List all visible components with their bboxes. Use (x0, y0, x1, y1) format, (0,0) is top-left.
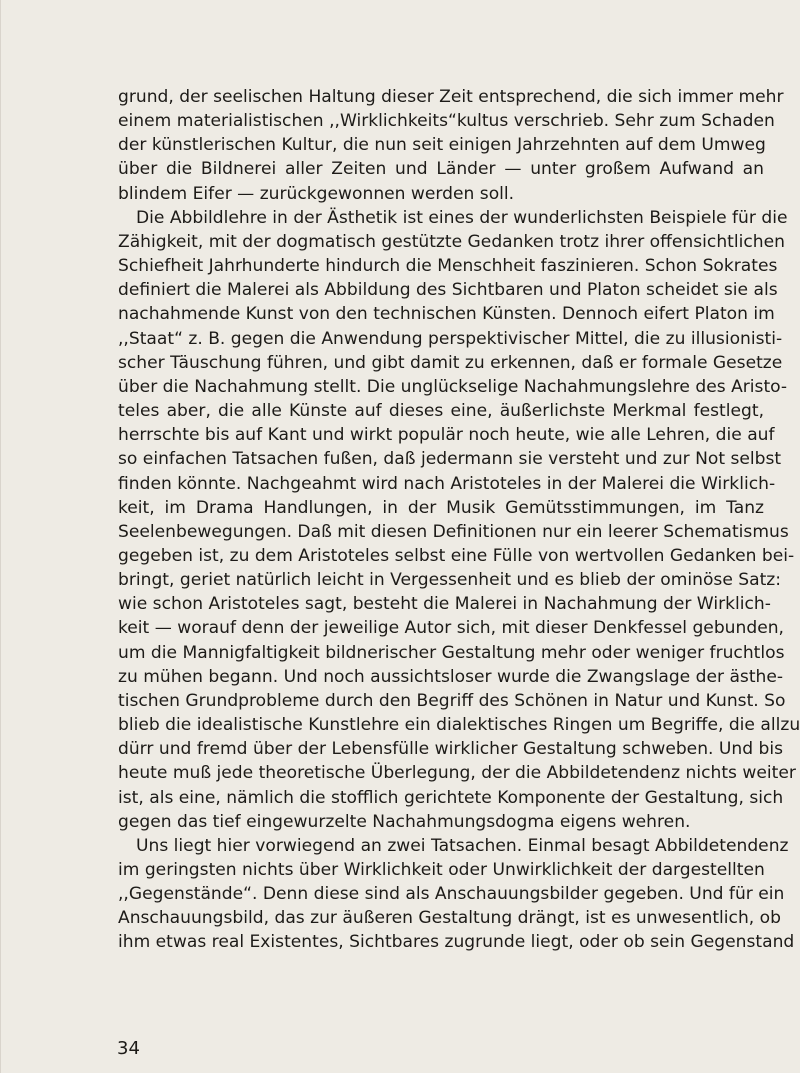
text-line: der künstlerischen Kultur, die nun seit einigen Jahrzehnten auf dem Umweg (118, 135, 766, 156)
text-line: nachahmende Kunst von den technischen Künsten. Dennoch eifert Platon im (118, 304, 775, 325)
text-line: tischen Grundprobleme durch den Begriff des Schönen in Natur und Kunst. So (118, 690, 786, 711)
text-line: finden könnte. Nachgeahmt wird nach Aristoteles in der Malerei die Wirklich- (118, 473, 776, 494)
text-line: zu mühen begann. Und noch aussichtsloser wurde die Zwangslage der ästhe- (118, 666, 784, 687)
page-number: 34 (117, 1038, 140, 1059)
text-line: über die Bildnerei aller Zeiten und Länder — unter großem Aufwand an (118, 159, 764, 180)
paragraph-start-line: Uns liegt hier vorwiegend an zwei Tatsachen. Einmal besagt Abbildetendenz (136, 835, 789, 856)
text-line: so einfachen Tatsachen fußen, daß jedermann sie versteht und zur Not selbst (118, 449, 782, 470)
text-line: heute muß jede theoretische Überlegung, der die Abbildetendenz nichts weiter (118, 763, 796, 784)
text-line: Seelenbewegungen. Daß mit diesen Definitionen nur ein leerer Schematismus (118, 521, 789, 542)
text-line: bringt, geriet natürlich leicht in Vergessenheit und es blieb der ominöse Satz: (118, 570, 782, 591)
paragraph-end-line: gegen das tief eingewurzelte Nachahmungsdogma eigens wehren. (118, 811, 691, 832)
paragraph-end-line: blindem Eifer — zurückgewonnen werden soll. (118, 183, 515, 204)
text-line: im geringsten nichts über Wirklichkeit oder Unwirklichkeit der dargestellten (118, 860, 765, 880)
text-line: ist, als eine, nämlich die stofflich gerichtete Komponente der Gestaltung, sich (118, 787, 784, 808)
text-line: ihm etwas real Existentes, Sichtbares zugrunde liegt, oder ob sein Gegenstand (118, 932, 795, 953)
text-line: wie schon Aristoteles sagt, besteht die Malerei in Nachahmung der Wirklich- (118, 594, 771, 615)
text-line: über die Nachahmung stellt. Die unglückselige Nachahmungslehre des Aristo- (118, 376, 788, 397)
text-line: gegeben ist, zu dem Aristoteles selbst eine Fülle von wertvollen Gedanken bei- (118, 545, 795, 566)
text-line: scher Täuschung führen, und gibt damit zu erkennen, daß er formale Gesetze (118, 352, 783, 373)
text-line: herrschte bis auf Kant und wirkt populär noch heute, wie alle Lehren, die auf (118, 425, 775, 446)
text-line: definiert die Malerei als Abbildung des Sichtbaren und Platon scheidet sie als (118, 280, 778, 301)
text-line: keit, im Drama Handlungen, in der Musik Gemütsstimmungen, im Tanz (118, 497, 764, 518)
text-line: ,,Gegenstände“. Denn diese sind als Anschauungsbilder gegeben. Und für ein (118, 884, 785, 905)
text-line: dürr und fremd über der Lebensfülle wirklicher Gestaltung schweben. Und bis (118, 739, 784, 760)
body-text (118, 85, 800, 955)
paragraph-start-line: Die Abbildlehre in der Ästhetik ist eines der wunderlichsten Beispiele für die (136, 207, 788, 228)
text-line: teles aber, die alle Künste auf dieses eine, äußerlichste Merkmal festlegt, (118, 401, 764, 422)
text-line: grund, der seelischen Haltung dieser Zeit entsprechend, die sich immer mehr (118, 87, 784, 107)
text-line: um die Mannigfaltigkeit bildnerischer Gestaltung mehr oder weniger fruchtlos (118, 642, 785, 663)
text-line: einem materialistischen ,,Wirklichkeits“kultus verschrieb. Sehr zum Schaden (118, 111, 775, 132)
text-line: Schiefheit Jahrhunderte hindurch die Menschheit faszinieren. Schon Sokrates (118, 256, 778, 277)
text-line: ,,Staat“ z. B. gegen die Anwendung perspektivischer Mittel, die zu illusionisti- (118, 328, 783, 349)
text-line: Anschauungsbild, das zur äußeren Gestaltung drängt, ist es unwesentlich, ob (118, 908, 781, 929)
text-line: Zähigkeit, mit der dogmatisch gestützte Gedanken trotz ihrer offensichtlichen (118, 231, 785, 252)
text-line: blieb die idealistische Kunstlehre ein dialektisches Ringen um Begriffe, die allzu (118, 715, 800, 736)
text-line: keit — worauf denn der jeweilige Autor sich, mit dieser Denkfessel gebunden, (118, 618, 784, 639)
